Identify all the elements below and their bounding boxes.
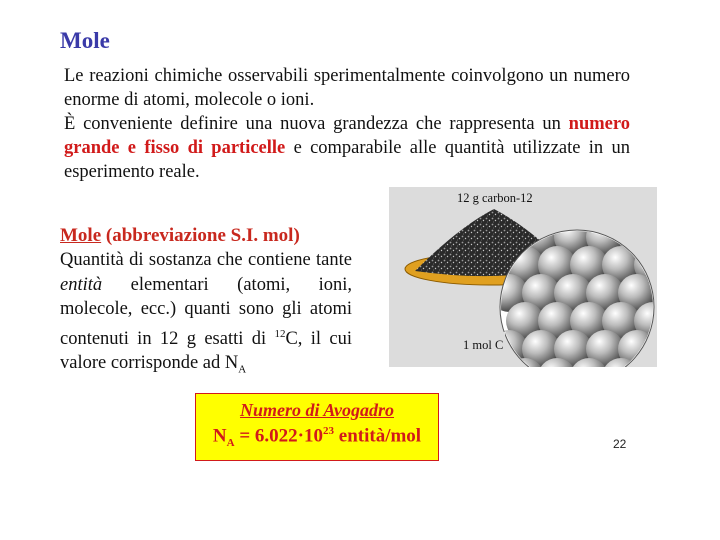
avogadro-title: Numero di Avogadro bbox=[239, 400, 394, 420]
carbon-mole-figure bbox=[389, 187, 657, 367]
mole-text-italic: entità bbox=[60, 274, 103, 295]
mole-heading-rest: (abbreviazione S.I. mol) bbox=[101, 225, 300, 246]
na-subscript: A bbox=[238, 363, 247, 376]
mole-definition-text bbox=[60, 248, 352, 382]
page-number: 22 bbox=[613, 437, 627, 451]
formula-unit: entità/mol bbox=[334, 425, 422, 447]
avogadro-box bbox=[195, 393, 439, 461]
figure-label-top: 12 g carbon-12 bbox=[457, 191, 533, 205]
isotope-mass: 12 bbox=[274, 327, 286, 340]
avogadro-formula bbox=[196, 425, 438, 449]
formula-exponent: 23 bbox=[323, 425, 335, 437]
formula-value: = 6.022·10 bbox=[234, 425, 324, 447]
formula-subscript: A bbox=[226, 437, 235, 450]
mole-text-before: Quantità di sostanza che contiene tante bbox=[60, 250, 352, 270]
figure-label-bottom: 1 mol C bbox=[463, 338, 504, 352]
intro-paragraph-1: Le reazioni chimiche osservabili sperimentalmente coinvolgono un numero enorme di atomi, molecole o ioni. bbox=[64, 66, 630, 110]
mole-heading bbox=[60, 225, 300, 247]
isotope-symbol: C bbox=[285, 328, 298, 349]
intro-p2-highlight: numero grande e fisso di particelle bbox=[64, 114, 630, 158]
intro-paragraph-2 bbox=[64, 112, 630, 184]
mole-heading-word: Mole bbox=[60, 225, 102, 246]
slide-title: Mole bbox=[60, 28, 110, 53]
formula-prefix: N bbox=[212, 425, 227, 447]
mole-text-after: , il cui valore corrisponde ad N bbox=[60, 328, 352, 374]
intro-p2-after: e comparabile alle quantità utilizzate in un esperimento reale. bbox=[64, 138, 630, 182]
carbon-illustration bbox=[389, 187, 657, 367]
intro-p2-before: È conveniente definire una nuova grandezza che rappresenta un bbox=[64, 114, 569, 134]
mole-text-middle: elementari (atomi, ioni, molecole, ecc.) quanti sono gli atomi contenuti in 12 g esatti di bbox=[60, 274, 352, 349]
intro-text bbox=[64, 64, 630, 184]
